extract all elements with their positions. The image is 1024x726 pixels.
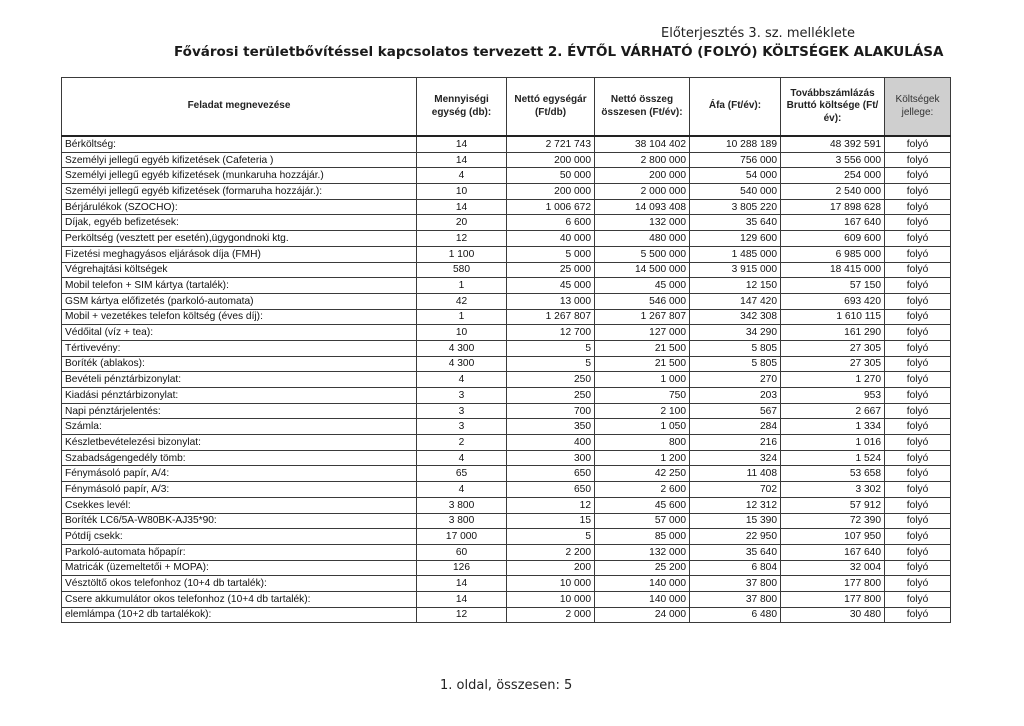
cell-unit-net: 2 721 743 — [507, 136, 595, 152]
cell-gross: 177 800 — [781, 591, 885, 607]
cell-task: Perköltség (vesztett per esetén),ügygondnoki ktg. — [62, 231, 417, 247]
cell-unit-net: 12 700 — [507, 325, 595, 341]
cell-task: Személyi jellegű egyéb kifizetések (munkaruha hozzájár.) — [62, 168, 417, 184]
cell-gross: 17 898 628 — [781, 199, 885, 215]
cell-task: Parkoló-automata hőpapír: — [62, 544, 417, 560]
cell-vat: 270 — [690, 372, 781, 388]
cell-unit-net: 650 — [507, 482, 595, 498]
cell-type: folyó — [885, 325, 951, 341]
cell-task: Tértivevény: — [62, 340, 417, 356]
table-row — [62, 152, 951, 168]
cell-type: folyó — [885, 513, 951, 529]
cell-unit-net: 1 006 672 — [507, 199, 595, 215]
cell-type: folyó — [885, 309, 951, 325]
cell-total-net: 800 — [595, 435, 690, 451]
cell-quantity: 126 — [417, 560, 507, 576]
cell-unit-net: 10 000 — [507, 591, 595, 607]
cell-task: elemlámpa (10+2 db tartalékok): — [62, 607, 417, 623]
cell-task: Fizetési meghagyásos eljárások díja (FMH) — [62, 246, 417, 262]
cell-total-net: 1 000 — [595, 372, 690, 388]
cell-unit-net: 2 000 — [507, 607, 595, 623]
cell-quantity: 580 — [417, 262, 507, 278]
cell-type: folyó — [885, 340, 951, 356]
header-vat: Áfa (Ft/év): — [690, 78, 781, 137]
cell-unit-net: 50 000 — [507, 168, 595, 184]
cell-task: Kiadási pénztárbizonylat: — [62, 388, 417, 404]
cell-total-net: 546 000 — [595, 293, 690, 309]
cell-task: Szabadságengedély tömb: — [62, 450, 417, 466]
table-row — [62, 435, 951, 451]
cell-unit-net: 12 — [507, 497, 595, 513]
cell-total-net: 14 500 000 — [595, 262, 690, 278]
cell-quantity: 17 000 — [417, 529, 507, 545]
cell-unit-net: 200 000 — [507, 152, 595, 168]
table-body — [62, 136, 951, 623]
cell-gross: 167 640 — [781, 215, 885, 231]
cell-gross: 254 000 — [781, 168, 885, 184]
cell-task: Védőital (víz + tea): — [62, 325, 417, 341]
table-row — [62, 325, 951, 341]
cell-quantity: 4 300 — [417, 340, 507, 356]
cell-total-net: 1 267 807 — [595, 309, 690, 325]
cell-unit-net: 5 — [507, 356, 595, 372]
table-row — [62, 466, 951, 482]
table-row — [62, 262, 951, 278]
cell-gross: 693 420 — [781, 293, 885, 309]
cell-total-net: 38 104 402 — [595, 136, 690, 152]
cell-quantity: 4 — [417, 450, 507, 466]
cell-type: folyó — [885, 591, 951, 607]
cell-vat: 15 390 — [690, 513, 781, 529]
cell-type: folyó — [885, 419, 951, 435]
cell-unit-net: 400 — [507, 435, 595, 451]
cell-total-net: 2 000 000 — [595, 184, 690, 200]
cell-gross: 107 950 — [781, 529, 885, 545]
cell-vat: 10 288 189 — [690, 136, 781, 152]
cell-gross: 2 540 000 — [781, 184, 885, 200]
cell-task: Díjak, egyéb befizetések: — [62, 215, 417, 231]
cell-gross: 167 640 — [781, 544, 885, 560]
cell-vat: 540 000 — [690, 184, 781, 200]
cell-type: folyó — [885, 466, 951, 482]
cell-vat: 324 — [690, 450, 781, 466]
cell-type: folyó — [885, 388, 951, 404]
cell-total-net: 480 000 — [595, 231, 690, 247]
cell-unit-net: 2 200 — [507, 544, 595, 560]
cell-gross: 57 912 — [781, 497, 885, 513]
cell-total-net: 42 250 — [595, 466, 690, 482]
cell-quantity: 1 — [417, 278, 507, 294]
cell-unit-net: 15 — [507, 513, 595, 529]
cell-vat: 6 480 — [690, 607, 781, 623]
cell-type: folyó — [885, 529, 951, 545]
cell-quantity: 4 — [417, 372, 507, 388]
table-row — [62, 293, 951, 309]
cell-total-net: 200 000 — [595, 168, 690, 184]
header-unit-net: Nettó egységár (Ft/db) — [507, 78, 595, 137]
cell-total-net: 21 500 — [595, 340, 690, 356]
cell-unit-net: 6 600 — [507, 215, 595, 231]
cell-quantity: 42 — [417, 293, 507, 309]
cost-table — [61, 77, 951, 623]
cell-task: Bevételi pénztárbizonylat: — [62, 372, 417, 388]
cell-unit-net: 5 — [507, 340, 595, 356]
cell-gross: 72 390 — [781, 513, 885, 529]
table-row — [62, 482, 951, 498]
cell-task: Személyi jellegű egyéb kifizetések (formaruha hozzájár.): — [62, 184, 417, 200]
cell-unit-net: 200 — [507, 560, 595, 576]
cell-gross: 3 302 — [781, 482, 885, 498]
cell-vat: 11 408 — [690, 466, 781, 482]
cell-unit-net: 250 — [507, 388, 595, 404]
cell-quantity: 3 800 — [417, 497, 507, 513]
cell-task: Csekkes levél: — [62, 497, 417, 513]
cell-quantity: 2 — [417, 435, 507, 451]
cell-task: Boríték LC6/5A-W80BK-AJ35*90: — [62, 513, 417, 529]
cell-gross: 30 480 — [781, 607, 885, 623]
cell-type: folyó — [885, 293, 951, 309]
cell-unit-net: 200 000 — [507, 184, 595, 200]
table-row — [62, 591, 951, 607]
cell-vat: 129 600 — [690, 231, 781, 247]
cell-quantity: 12 — [417, 231, 507, 247]
cell-gross: 953 — [781, 388, 885, 404]
cell-task: Pótdíj csekk: — [62, 529, 417, 545]
cell-type: folyó — [885, 184, 951, 200]
cell-type: folyó — [885, 152, 951, 168]
table-row — [62, 246, 951, 262]
cell-quantity: 60 — [417, 544, 507, 560]
table-row — [62, 403, 951, 419]
cell-quantity: 4 — [417, 482, 507, 498]
cell-unit-net: 45 000 — [507, 278, 595, 294]
cell-quantity: 65 — [417, 466, 507, 482]
cell-total-net: 750 — [595, 388, 690, 404]
cell-task: Számla: — [62, 419, 417, 435]
cell-task: Boríték (ablakos): — [62, 356, 417, 372]
cell-quantity: 1 100 — [417, 246, 507, 262]
cell-vat: 12 312 — [690, 497, 781, 513]
header-task: Feladat megnevezése — [62, 78, 417, 137]
cell-task: Személyi jellegű egyéb kifizetések (Cafeteria ) — [62, 152, 417, 168]
cell-gross: 609 600 — [781, 231, 885, 247]
cell-type: folyó — [885, 278, 951, 294]
cell-type: folyó — [885, 403, 951, 419]
cell-vat: 3 805 220 — [690, 199, 781, 215]
cell-total-net: 21 500 — [595, 356, 690, 372]
cell-type: folyó — [885, 136, 951, 152]
cell-gross: 53 658 — [781, 466, 885, 482]
cell-vat: 34 290 — [690, 325, 781, 341]
cell-unit-net: 350 — [507, 419, 595, 435]
cell-total-net: 140 000 — [595, 576, 690, 592]
cell-gross: 27 305 — [781, 340, 885, 356]
cell-vat: 216 — [690, 435, 781, 451]
cell-type: folyó — [885, 199, 951, 215]
cell-vat: 5 805 — [690, 356, 781, 372]
cell-quantity: 3 800 — [417, 513, 507, 529]
document-title: Fővárosi területbővítéssel kapcsolatos tervezett 2. ÉVTŐL VÁRHATÓ (FOLYÓ) KÖLTSÉGEK ALAKULÁSA — [174, 44, 944, 60]
cell-quantity: 14 — [417, 576, 507, 592]
cell-type: folyó — [885, 168, 951, 184]
cell-total-net: 1 050 — [595, 419, 690, 435]
table-row — [62, 450, 951, 466]
cell-quantity: 3 — [417, 403, 507, 419]
cell-task: Csere akkumulátor okos telefonhoz (10+4 db tartalék): — [62, 591, 417, 607]
cell-type: folyó — [885, 262, 951, 278]
cell-gross: 2 667 — [781, 403, 885, 419]
table-header — [62, 78, 951, 137]
cell-task: GSM kártya előfizetés (parkoló-automata) — [62, 293, 417, 309]
header-quantity: Mennyiségi egység (db): — [417, 78, 507, 137]
cell-type: folyó — [885, 544, 951, 560]
cell-type: folyó — [885, 356, 951, 372]
cell-gross: 32 004 — [781, 560, 885, 576]
cell-vat: 35 640 — [690, 215, 781, 231]
header-gross: Továbbszámlázás Bruttó költsége (Ft/év): — [781, 78, 885, 137]
cell-vat: 35 640 — [690, 544, 781, 560]
table-row — [62, 607, 951, 623]
cell-vat: 342 308 — [690, 309, 781, 325]
cell-gross: 161 290 — [781, 325, 885, 341]
cell-unit-net: 1 267 807 — [507, 309, 595, 325]
cell-total-net: 57 000 — [595, 513, 690, 529]
cell-task: Matricák (üzemeltetői + MOPA): — [62, 560, 417, 576]
cell-quantity: 20 — [417, 215, 507, 231]
table-row — [62, 309, 951, 325]
table-row — [62, 372, 951, 388]
cell-quantity: 14 — [417, 591, 507, 607]
cell-task: Készletbevételezési bizonylat: — [62, 435, 417, 451]
cell-total-net: 132 000 — [595, 215, 690, 231]
cell-quantity: 14 — [417, 136, 507, 152]
cell-total-net: 1 200 — [595, 450, 690, 466]
cell-vat: 12 150 — [690, 278, 781, 294]
cell-type: folyó — [885, 372, 951, 388]
table-row — [62, 199, 951, 215]
cell-type: folyó — [885, 482, 951, 498]
cell-gross: 27 305 — [781, 356, 885, 372]
cell-vat: 5 805 — [690, 340, 781, 356]
cell-total-net: 140 000 — [595, 591, 690, 607]
cell-type: folyó — [885, 560, 951, 576]
cell-unit-net: 13 000 — [507, 293, 595, 309]
table-row — [62, 184, 951, 200]
table-row — [62, 136, 951, 152]
cell-vat: 702 — [690, 482, 781, 498]
table-row — [62, 529, 951, 545]
cell-vat: 37 800 — [690, 576, 781, 592]
cell-type: folyó — [885, 246, 951, 262]
table-row — [62, 544, 951, 560]
cell-type: folyó — [885, 607, 951, 623]
cell-gross: 1 524 — [781, 450, 885, 466]
cell-vat: 6 804 — [690, 560, 781, 576]
cell-total-net: 2 100 — [595, 403, 690, 419]
cell-gross: 1 270 — [781, 372, 885, 388]
cell-task: Napi pénztárjelentés: — [62, 403, 417, 419]
table-row — [62, 560, 951, 576]
cell-unit-net: 5 000 — [507, 246, 595, 262]
cell-vat: 22 950 — [690, 529, 781, 545]
cell-type: folyó — [885, 450, 951, 466]
table-row — [62, 231, 951, 247]
table-row — [62, 497, 951, 513]
cell-quantity: 3 — [417, 419, 507, 435]
cell-vat: 567 — [690, 403, 781, 419]
cell-unit-net: 10 000 — [507, 576, 595, 592]
cell-task: Mobil + vezetékes telefon költség (éves díj): — [62, 309, 417, 325]
table-row — [62, 356, 951, 372]
cell-total-net: 85 000 — [595, 529, 690, 545]
table-row — [62, 388, 951, 404]
cell-total-net: 5 500 000 — [595, 246, 690, 262]
cell-task: Fénymásoló papír, A/4: — [62, 466, 417, 482]
table-row — [62, 419, 951, 435]
table-row — [62, 168, 951, 184]
cell-vat: 147 420 — [690, 293, 781, 309]
cell-type: folyó — [885, 497, 951, 513]
cell-unit-net: 700 — [507, 403, 595, 419]
cell-gross: 18 415 000 — [781, 262, 885, 278]
cell-quantity: 10 — [417, 325, 507, 341]
cell-vat: 37 800 — [690, 591, 781, 607]
cell-quantity: 3 — [417, 388, 507, 404]
cell-gross: 6 985 000 — [781, 246, 885, 262]
table-row — [62, 215, 951, 231]
attachment-note: Előterjesztés 3. sz. melléklete — [661, 26, 855, 41]
header-type: Költségek jellege: — [885, 78, 951, 137]
cell-gross: 1 610 115 — [781, 309, 885, 325]
cell-unit-net: 25 000 — [507, 262, 595, 278]
cell-task: Végrehajtási költségek — [62, 262, 417, 278]
cell-total-net: 14 093 408 — [595, 199, 690, 215]
cell-quantity: 14 — [417, 152, 507, 168]
cell-type: folyó — [885, 576, 951, 592]
cell-gross: 1 334 — [781, 419, 885, 435]
cell-type: folyó — [885, 215, 951, 231]
table-row — [62, 278, 951, 294]
cell-total-net: 45 600 — [595, 497, 690, 513]
table-row — [62, 340, 951, 356]
cell-quantity: 14 — [417, 199, 507, 215]
cell-total-net: 45 000 — [595, 278, 690, 294]
cell-vat: 756 000 — [690, 152, 781, 168]
cell-total-net: 2 600 — [595, 482, 690, 498]
cell-unit-net: 300 — [507, 450, 595, 466]
cell-unit-net: 650 — [507, 466, 595, 482]
cell-vat: 1 485 000 — [690, 246, 781, 262]
cell-type: folyó — [885, 231, 951, 247]
cell-type: folyó — [885, 435, 951, 451]
cell-gross: 1 016 — [781, 435, 885, 451]
cell-total-net: 24 000 — [595, 607, 690, 623]
cell-total-net: 127 000 — [595, 325, 690, 341]
table-row — [62, 576, 951, 592]
cell-unit-net: 5 — [507, 529, 595, 545]
cell-unit-net: 40 000 — [507, 231, 595, 247]
page-footer: 1. oldal, összesen: 5 — [440, 678, 573, 693]
cell-gross: 57 150 — [781, 278, 885, 294]
cell-task: Bérköltség: — [62, 136, 417, 152]
cell-quantity: 4 — [417, 168, 507, 184]
cell-total-net: 132 000 — [595, 544, 690, 560]
cell-gross: 3 556 000 — [781, 152, 885, 168]
cell-quantity: 4 300 — [417, 356, 507, 372]
cell-unit-net: 250 — [507, 372, 595, 388]
cell-quantity: 12 — [417, 607, 507, 623]
cell-quantity: 10 — [417, 184, 507, 200]
cell-task: Vésztöltő okos telefonhoz (10+4 db tartalék): — [62, 576, 417, 592]
cell-gross: 48 392 591 — [781, 136, 885, 152]
cell-vat: 203 — [690, 388, 781, 404]
table-row — [62, 513, 951, 529]
cell-vat: 3 915 000 — [690, 262, 781, 278]
cell-quantity: 1 — [417, 309, 507, 325]
cell-vat: 284 — [690, 419, 781, 435]
cell-task: Bérjárulékok (SZOCHO): — [62, 199, 417, 215]
header-total-net: Nettó összeg összesen (Ft/év): — [595, 78, 690, 137]
cell-gross: 177 800 — [781, 576, 885, 592]
cell-vat: 54 000 — [690, 168, 781, 184]
cell-task: Mobil telefon + SIM kártya (tartalék): — [62, 278, 417, 294]
cell-total-net: 2 800 000 — [595, 152, 690, 168]
cell-total-net: 25 200 — [595, 560, 690, 576]
cell-task: Fénymásoló papír, A/3: — [62, 482, 417, 498]
